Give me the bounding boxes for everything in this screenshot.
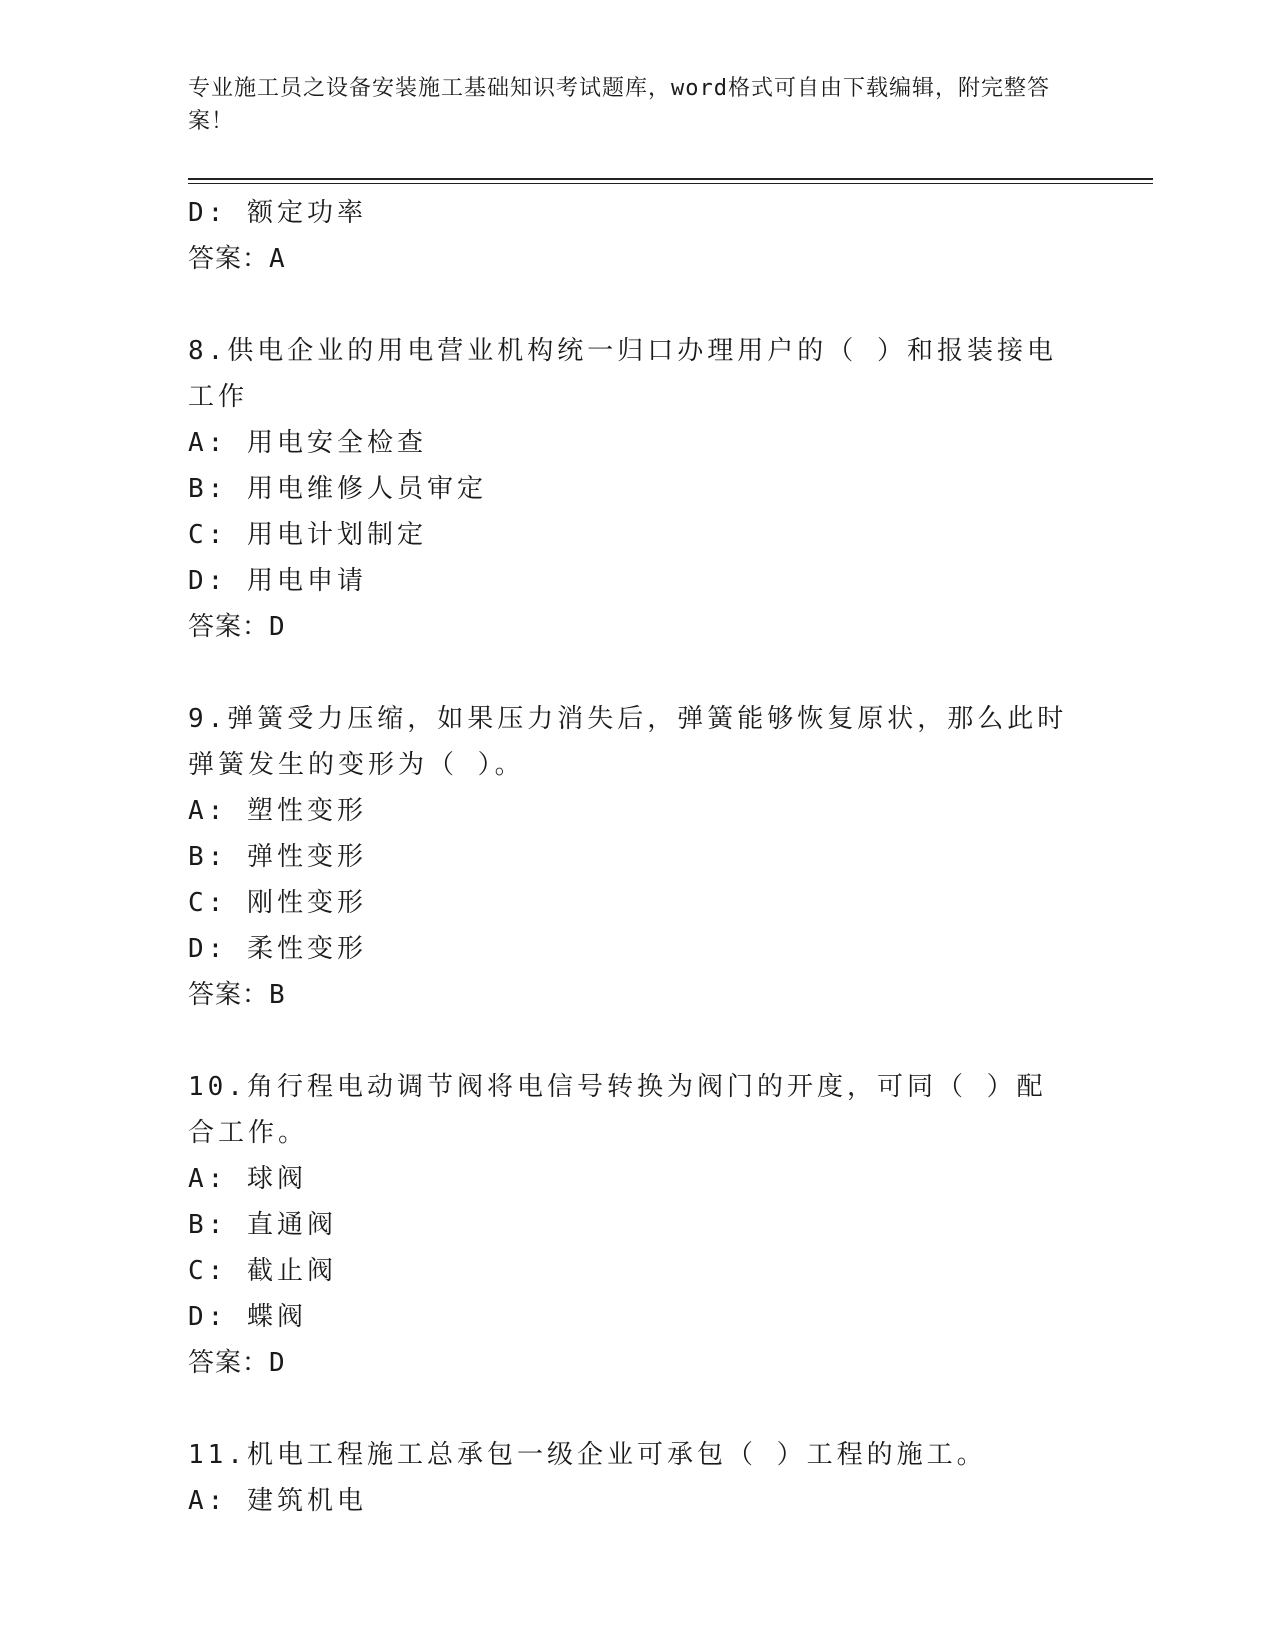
question-8-option-a: A: 用电安全检查: [188, 428, 427, 458]
question-10-option-c: C: 截止阀: [188, 1256, 337, 1286]
question-10-option-b: B: 直通阀: [188, 1210, 337, 1240]
question-9-option-d: D: 柔性变形: [188, 934, 367, 964]
question-9-option-c: C: 刚性变形: [188, 888, 367, 918]
question-8-stem: 8.供电企业的用电营业机构统一归口办理用户的（ ）和报装接电工作: [188, 336, 1057, 412]
question-list: [188, 190, 1068, 1524]
answer-line: 答案：A: [188, 244, 286, 274]
spacer: [188, 650, 1068, 696]
question-9-option-b: B: 弹性变形: [188, 842, 367, 872]
option-d: D: 额定功率: [188, 198, 367, 228]
question-8-option-b: B: 用电维修人员审定: [188, 474, 487, 504]
question-9-option-a: A: 塑性变形: [188, 796, 367, 826]
question-10-answer: 答案：D: [188, 1348, 286, 1378]
question-10-option-a: A: 球阀: [188, 1164, 307, 1194]
question-10-stem: 10.角行程电动调节阀将电信号转换为阀门的开度，可同（ ）配合工作。: [188, 1072, 1047, 1148]
header-divider-thin: [188, 183, 1153, 184]
header-divider: [188, 178, 1153, 180]
spacer: [188, 1386, 1068, 1432]
question-9-answer: 答案：B: [188, 980, 286, 1010]
question-11-option-a: A: 建筑机电: [188, 1486, 367, 1516]
question-8-option-d: D: 用电申请: [188, 566, 367, 596]
question-8-answer: 答案：D: [188, 612, 286, 642]
spacer: [188, 1018, 1068, 1064]
question-9-stem: 9.弹簧受力压缩，如果压力消失后，弹簧能够恢复原状，那么此时弹簧发生的变形为（ ）。: [188, 704, 1068, 780]
document-header: 专业施工员之设备安装施工基础知识考试题库，word格式可自由下载编辑，附完整答案！: [188, 76, 1050, 134]
question-8-option-c: C: 用电计划制定: [188, 520, 427, 550]
question-11-stem: 11.机电工程施工总承包一级企业可承包（ ）工程的施工。: [188, 1440, 987, 1470]
question-10-option-d: D: 蝶阀: [188, 1302, 307, 1332]
spacer: [188, 282, 1068, 328]
